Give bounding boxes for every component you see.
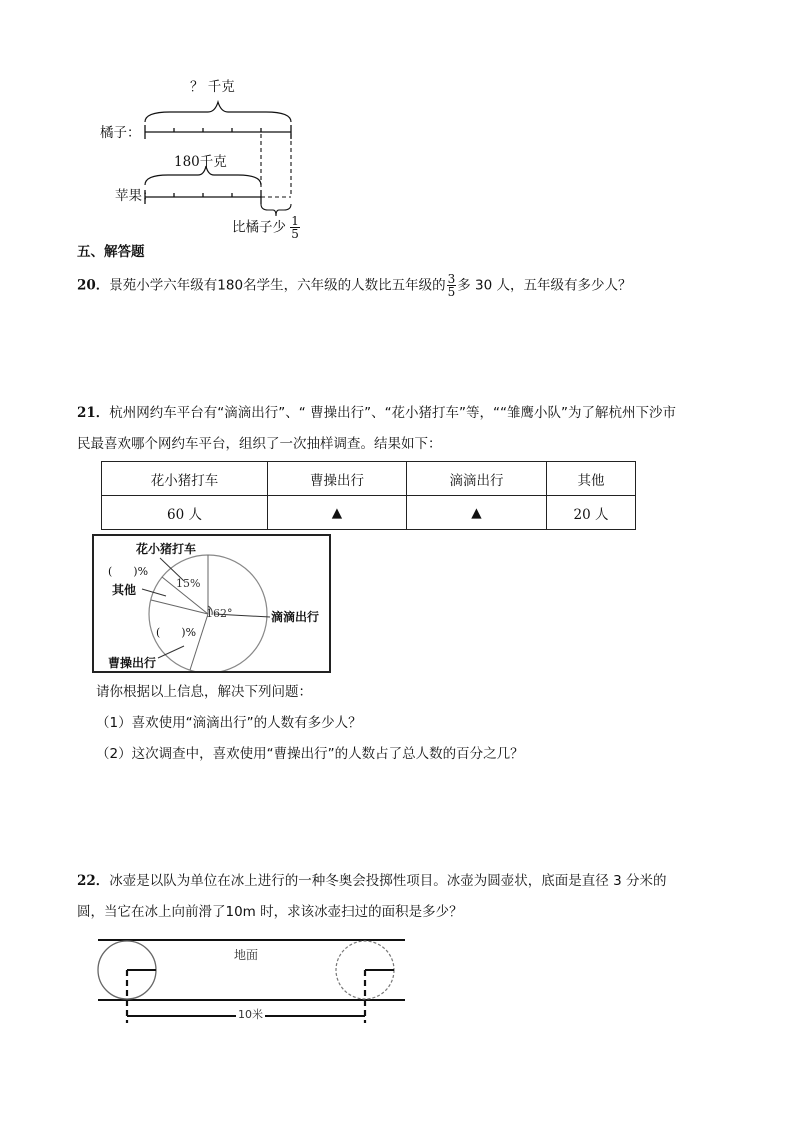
pie-label-caocao: 曹操出行 [108, 656, 157, 670]
fraction-three-fifths: $\frac{3}{5}$ [447, 272, 456, 299]
question-22-line1: 22．冰壶是以队为单位在冰上进行的一种冬奥会投掷性项目。冰壶为圆壶状，底面是直径 3 分米的 [77, 873, 667, 889]
table-cell: 20 人 [547, 496, 636, 530]
pie-angle-162: 162° [206, 607, 233, 620]
pie-label-huaxiaozhu: 花小猪打车 [136, 542, 197, 556]
pie-pct-15: 15% [176, 577, 201, 590]
orange-total-label: ？ 千克 [190, 79, 235, 95]
section-title: 五、解答题 [77, 244, 145, 260]
orange-total-brace [145, 102, 291, 122]
question-21-sub2: （2）这次调查中，喜欢使用“曹操出行”的人数占了总人数的百分之几？ [96, 746, 524, 762]
table-row [102, 496, 636, 530]
ground-label: 地面 [234, 948, 259, 962]
pie-label-other: 其他 [112, 583, 137, 597]
pie-label-didi: 滴滴出行 [271, 610, 320, 624]
question-20: 20．景苑小学六年级有180名学生，六年级的人数比五年级的 $\frac{3}{5}$ 多 30 人，五年级有多少人？ [77, 272, 632, 299]
less-than-orange-label: 比橘子少 $\frac{1}{5}$ [232, 214, 299, 241]
pie-chart-figure [92, 534, 331, 673]
question-number: 21． [77, 405, 110, 421]
table-cell: 60 人 [102, 496, 268, 530]
distance-label: 10米 [238, 1008, 263, 1021]
table-header-cell: 其他 [547, 462, 636, 496]
pie-radius-bottom [190, 614, 208, 670]
table-header-cell: 滴滴出行 [407, 462, 547, 496]
question-21-line2: 民最喜欢哪个网约车平台，组织了一次抽样调查。结果如下： [77, 436, 442, 452]
leader-caocao [158, 646, 184, 658]
question-22-line2: 圆，当它在冰上向前滑了10m 时，求该冰壶扫过的面积是多少？ [77, 904, 463, 920]
table-header-cell: 花小猪打车 [102, 462, 268, 496]
table-cell: ▲ [268, 496, 407, 530]
pie-other-blank: ( )% [108, 565, 149, 578]
question-21-prompt: 请你根据以上信息，解决下列问题： [96, 684, 312, 700]
pie-caocao-blank: ( )% [156, 626, 197, 639]
apple-amount-label: 180千克 [174, 154, 227, 170]
survey-table [101, 461, 636, 530]
fraction-one-fifth: $\frac{1}{5}$ [291, 214, 299, 241]
question-number: 22． [77, 873, 110, 889]
table-header-cell: 曹操出行 [268, 462, 407, 496]
dashed-extension [261, 134, 291, 197]
question-number: 20． [77, 277, 110, 294]
table-cell: ▲ [407, 496, 547, 530]
apple-label: 苹果： [115, 188, 156, 204]
question-21-sub1: （1）喜欢使用“滴滴出行”的人数有多少人？ [96, 715, 362, 731]
orange-label: 橘子： [100, 125, 141, 141]
question-21-line1: 21．杭州网约车平台有“滴滴出行”、“ 曹操出行”、“花小猪打车”等，““雏鹰小队”为了解杭州下沙市 [77, 405, 677, 421]
table-header-row [102, 462, 636, 496]
